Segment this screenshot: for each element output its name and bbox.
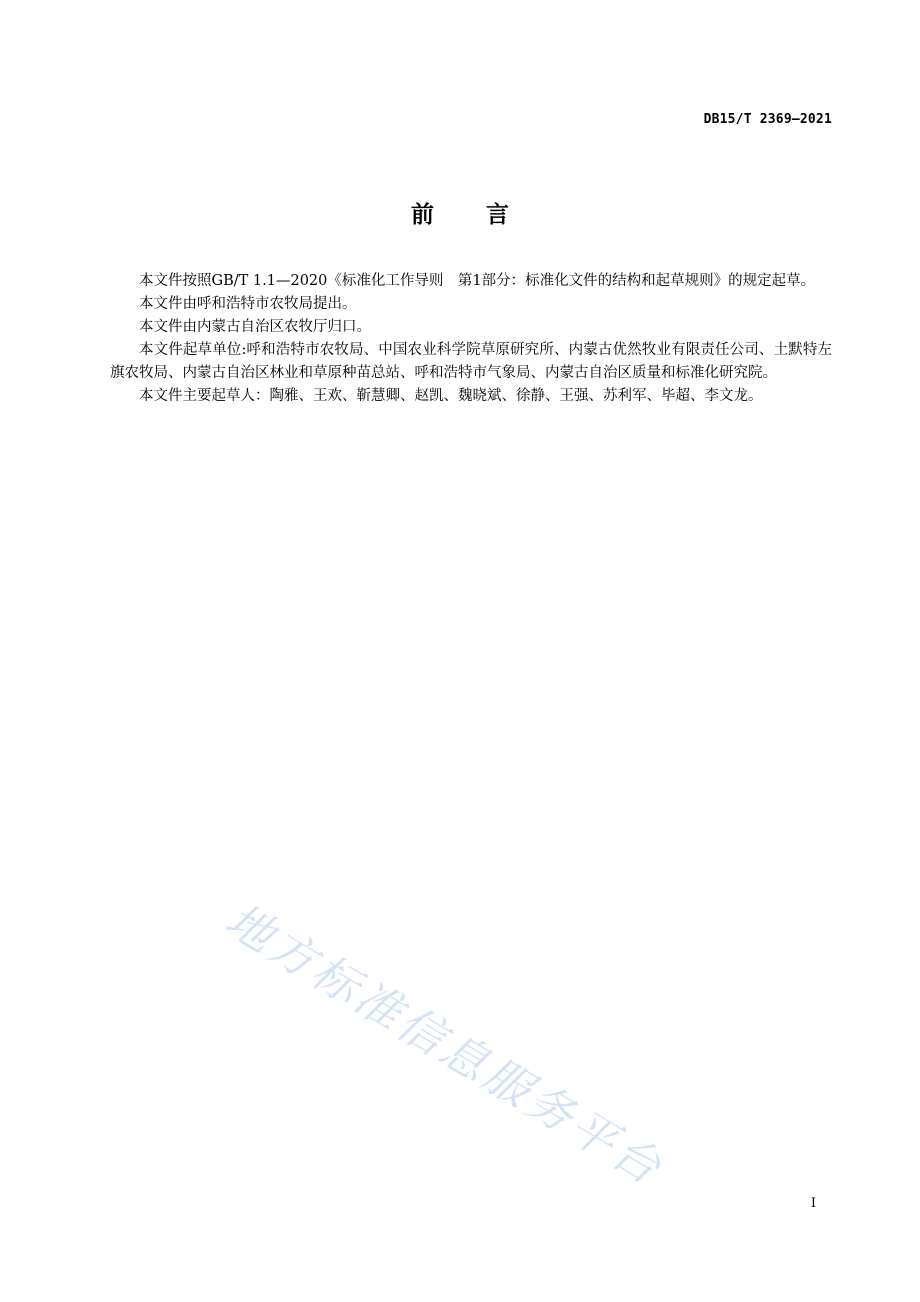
watermark: 地方标准信息服务平台: [216, 892, 673, 1197]
document-body: [110, 270, 832, 408]
paragraph-drafting-basis: 本文件按照GB/T 1.1—2020《标准化工作导则 第1部分：标准化文件的结构和起草规则》的规定起草。: [139, 273, 816, 289]
paragraph-proposer: 本文件由呼和浩特市农牧局提出。: [139, 296, 357, 312]
document-code: DB15/T 2369—2021: [703, 112, 832, 127]
paragraph-main-drafters: 本文件主要起草人：陶雅、王欢、靳慧卿、赵凯、魏晓斌、徐静、王强、苏利军、毕超、李文龙。: [139, 388, 763, 404]
page-title: 前言: [411, 202, 561, 228]
page-number: I: [810, 1196, 816, 1211]
paragraph-drafting-units: 本文件起草单位:呼和浩特市农牧局、中国农业科学院草原研究所、内蒙古优然牧业有限责任公司、土默特左旗农牧局、内蒙古自治区林业和草原种苗总站、呼和浩特市气象局、内蒙古自治区质量和标准化研究院。: [110, 342, 832, 381]
paragraph-centralized-unit: 本文件由内蒙古自治区农牧厅归口。: [139, 319, 371, 335]
